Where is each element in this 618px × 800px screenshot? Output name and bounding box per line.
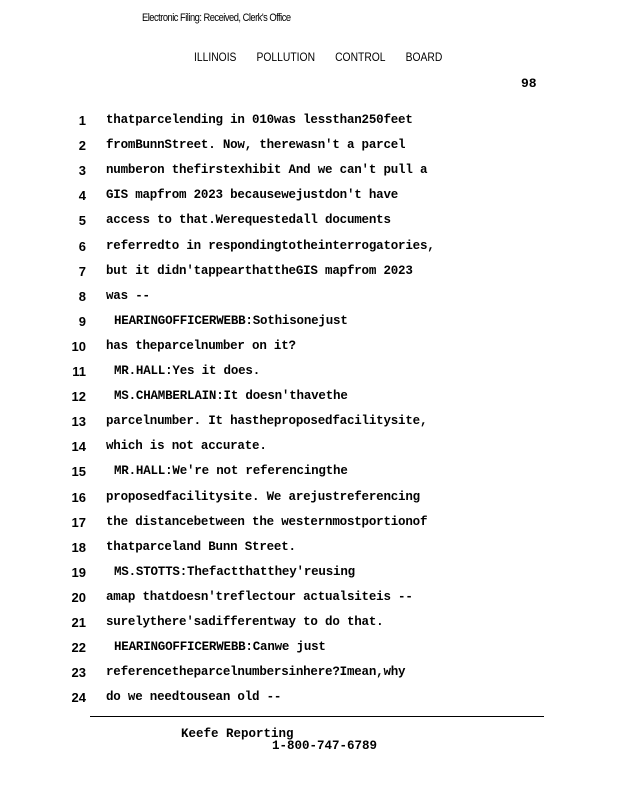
transcript-line [0,113,618,138]
transcript-line [0,665,618,690]
board-title [194,50,460,64]
line-text: but it didn'tappearthattheGIS mapfrom 2023 [106,263,413,278]
transcript-line [0,289,618,314]
filing-stamp: Electronic Filing: Received, Clerk's Office [142,12,291,24]
line-number: 19 [71,564,86,580]
transcript-line [0,314,618,339]
transcript-line [0,540,618,565]
transcript-line [0,163,618,188]
transcript-line [0,414,618,439]
line-number: 14 [71,439,86,455]
line-text: referredto in respondingtotheinterrogatories, [106,238,435,253]
transcript-line [0,565,618,590]
line-number: 15 [71,464,86,480]
transcript-line [0,590,618,615]
line-text: which is not accurate. [106,439,267,454]
line-number: 17 [71,514,86,530]
line-number: 10 [71,338,86,354]
reporting-company: Keefe Reporting [181,727,294,741]
board-word: POLLUTION [256,50,316,64]
line-number: 7 [78,263,86,279]
line-text: amap thatdoesn'treflectour actualsiteis -- [106,589,413,604]
line-text: access to that.Werequestedall documents [106,213,391,228]
transcript-line [0,515,618,540]
transcript-line [0,389,618,414]
line-number: 8 [78,288,86,304]
transcript-line [0,239,618,264]
line-text: proposedfacilitysite. We arejustreferencing [106,489,420,504]
line-text: has theparcelnumber on it? [106,338,296,353]
line-text: HEARINGOFFICERWEBB:Sothisonejust [114,313,348,328]
transcript-line [0,490,618,515]
line-text: MR.HALL:We're not referencingthe [114,464,348,479]
line-number: 6 [78,238,86,254]
line-number: 3 [78,163,86,179]
line-text: referencetheparcelnumbersinhere?Imean,why [106,665,406,680]
line-text: GIS mapfrom 2023 becausewejustdon't have [106,188,399,203]
line-text: numberon thefirstexhibit And we can't pull a [106,163,428,178]
line-number: 12 [71,389,86,405]
transcript-line [0,339,618,364]
board-word: BOARD [405,50,443,64]
line-text: do we needtousean old -- [106,690,282,705]
line-number: 2 [78,138,86,154]
line-number: 22 [71,640,86,656]
board-word: CONTROL [335,50,386,64]
line-text: MS.CHAMBERLAIN:It doesn'thavethe [114,389,348,404]
line-number: 21 [71,615,86,630]
line-number: 9 [78,313,86,329]
line-text: HEARINGOFFICERWEBB:Canwe just [114,640,326,655]
line-text: MS.STOTTS:Thefactthatthey'reusing [114,564,355,579]
line-text: fromBunnStreet. Now, therewasn't a parcel [106,138,406,153]
transcript-line [0,640,618,665]
board-word: ILLINOIS [194,50,237,64]
transcript-line [0,464,618,489]
transcript-line [0,364,618,389]
line-text: MR.HALL:Yes it does. [114,364,261,378]
transcript-line [0,690,618,715]
line-number: 16 [71,489,86,505]
line-number: 1 [78,113,86,128]
line-number: 11 [72,364,86,379]
line-number: 5 [78,213,86,229]
line-text: the distancebetween the westernmostportionof [106,514,428,529]
line-text: thatparcelending in 010was lessthan250feet [106,113,413,127]
transcript-line [0,213,618,238]
transcript-line [0,615,618,640]
line-text: was -- [106,288,150,303]
line-text: surelythere'sadifferentway to do that. [106,615,384,629]
line-number: 20 [71,589,86,605]
line-number: 23 [71,665,86,681]
transcript-line [0,264,618,289]
line-number: 24 [71,690,86,706]
line-number: 18 [71,539,86,555]
line-number: 4 [78,188,86,204]
transcript-line [0,138,618,163]
line-text: thatparceland Bunn Street. [106,539,296,554]
transcript-line [0,439,618,464]
transcript-line [0,188,618,213]
line-text: parcelnumber. It hastheproposedfacilitysite, [106,414,428,429]
reporting-phone: 1-800-747-6789 [272,739,378,753]
line-number: 13 [71,414,86,430]
page-number: 98 [521,76,537,91]
footer-divider [90,716,544,717]
